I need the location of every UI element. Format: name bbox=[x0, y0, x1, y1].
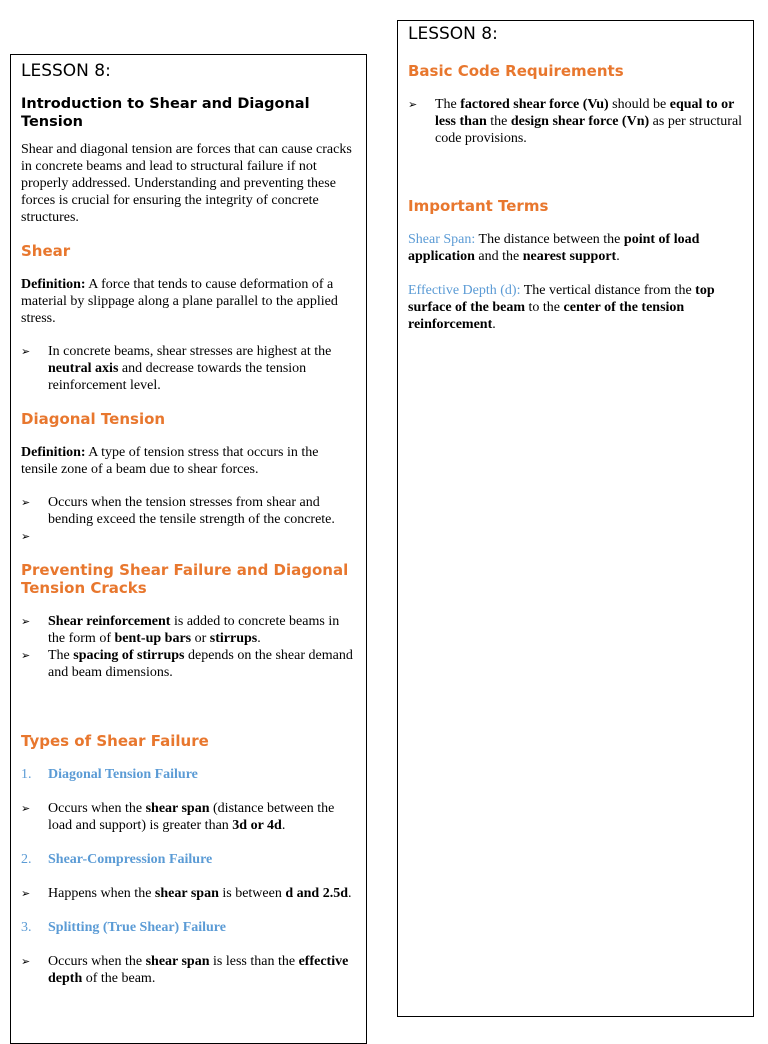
list-item: ➢ Happens when the shear span is between d and 2.5d. bbox=[21, 886, 352, 901]
diagonal-definition: Definition: A type of tension stress that occurs in the tensile zone of a beam due to shear forces. bbox=[21, 445, 319, 477]
preventing-heading: Preventing Shear Failure and Diagonal Tension Cracks bbox=[21, 561, 349, 597]
list-item: ➢ Shear reinforcement is added to concrete beams in the form of bent-up bars or stirrups. bbox=[21, 614, 340, 646]
arrow-bullet-icon: ➢ bbox=[21, 530, 31, 543]
arrow-bullet-icon: ➢ bbox=[21, 955, 31, 968]
list-item: ➢ The spacing of stirrups depends on the shear demand and beam dimensions. bbox=[21, 648, 353, 680]
list-item: ➢ Occurs when the shear span (distance between the load and support) is greater than 3d or 4d. bbox=[21, 801, 335, 833]
list-item: 3. Splitting (True Shear) Failure bbox=[21, 920, 226, 935]
list-item bbox=[21, 528, 356, 545]
term-shear-span: Shear Span: The distance between the point of load application and the nearest support. bbox=[408, 232, 700, 264]
code-requirements-heading: Basic Code Requirements bbox=[408, 62, 624, 80]
lesson-label: LESSON 8: bbox=[21, 61, 111, 81]
arrow-bullet-icon: ➢ bbox=[21, 496, 31, 509]
list-item: 1. Diagonal Tension Failure bbox=[21, 767, 198, 782]
arrow-bullet-icon: ➢ bbox=[21, 887, 31, 900]
arrow-bullet-icon: ➢ bbox=[408, 98, 418, 111]
arrow-bullet-icon: ➢ bbox=[21, 802, 31, 815]
page-title: Introduction to Shear and Diagonal Tension bbox=[21, 96, 310, 130]
arrow-bullet-icon: ➢ bbox=[21, 345, 31, 358]
arrow-bullet-icon: ➢ bbox=[21, 615, 31, 628]
intro-paragraph: Shear and diagonal tension are forces that can cause cracks in concrete beams and lead to structural failure if not properly addressed. Understanding and preventing these forces is crucial for ensuring the integrity of concrete structures. bbox=[21, 142, 352, 225]
lesson-label: LESSON 8: bbox=[408, 24, 498, 44]
shear-heading: Shear bbox=[21, 242, 71, 260]
right-panel bbox=[397, 20, 754, 1017]
term-effective-depth: Effective Depth (d): The vertical distance from the top surface of the beam to the center of the tension reinforcement. bbox=[408, 283, 715, 332]
important-terms-heading: Important Terms bbox=[408, 197, 549, 215]
diagonal-tension-heading: Diagonal Tension bbox=[21, 410, 166, 428]
shear-definition: Definition: A force that tends to cause deformation of a material by slippage along a plane parallel to the applied stress. bbox=[21, 277, 338, 326]
list-item: ➢ The factored shear force (Vu) should be equal to or less than the design shear force (Vn) as per structural code provisions. bbox=[408, 97, 743, 146]
list-item: ➢ In concrete beams, shear stresses are highest at the neutral axis and decrease towards the tension reinforcement level. bbox=[21, 344, 332, 393]
list-item: ➢ Occurs when the shear span is less than the effective depth of the beam. bbox=[21, 954, 349, 986]
left-panel bbox=[10, 54, 367, 1044]
list-item: 2. Shear-Compression Failure bbox=[21, 852, 213, 867]
arrow-bullet-icon: ➢ bbox=[21, 649, 31, 662]
list-item: ➢ Occurs when the tension stresses from shear and bending exceed the tensile strength of the concrete. bbox=[21, 495, 335, 527]
types-heading: Types of Shear Failure bbox=[21, 732, 209, 750]
